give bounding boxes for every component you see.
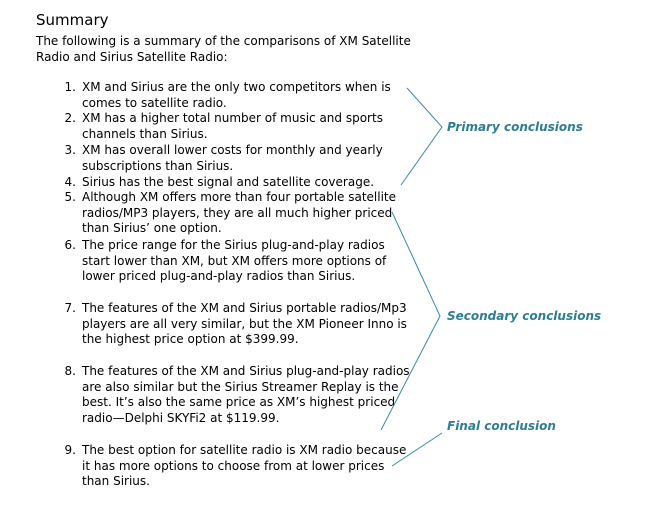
final-bracket bbox=[392, 433, 442, 466]
item-text: The features of the XM and Sirius portable radios/Mp3 players are all very similar, but the XM Pioneer Inno is the highest price option at $399.99. bbox=[82, 301, 407, 347]
secondary-bracket bbox=[381, 212, 440, 430]
item-text: XM has overall lower costs for monthly and yearly subscriptions than Sirius. bbox=[82, 143, 383, 173]
item-number: 7. bbox=[64, 301, 76, 315]
item-number: 4. bbox=[64, 175, 76, 189]
item-text: The best option for satellite radio is XM radio because it has more options to choose from at lower prices than Sirius. bbox=[82, 443, 407, 489]
final-conclusion-label: Final conclusion bbox=[447, 419, 556, 433]
item-text: XM and Sirius are the only two competitors when is comes to satellite radio. bbox=[82, 80, 391, 110]
item-number: 2. bbox=[64, 111, 76, 125]
primary-bracket bbox=[401, 88, 442, 185]
item-number: 1. bbox=[64, 80, 76, 94]
item-text: Sirius has the best signal and satellite coverage. bbox=[82, 175, 375, 189]
item-number: 3. bbox=[64, 143, 76, 157]
item-number: 8. bbox=[64, 364, 76, 378]
item-text: Although XM offers more than four portable satellite radios/MP3 players, they are all much higher priced than Sirius’ one option. bbox=[82, 190, 397, 236]
item-text: XM has a higher total number of music and sports channels than Sirius. bbox=[82, 111, 383, 141]
secondary-conclusions-label: Secondary conclusions bbox=[447, 309, 602, 323]
item-text: The price range for the Sirius plug-and-play radios start lower than XM, but XM offers more options of lower priced plug-and-play radios than Sirius. bbox=[82, 238, 387, 284]
item-number: 6. bbox=[64, 238, 76, 252]
page-title: Summary bbox=[36, 11, 109, 29]
item-number: 5. bbox=[64, 190, 76, 204]
item-number: 9. bbox=[64, 443, 76, 457]
item-text: The features of the XM and Sirius plug-and-play radios are also similar but the Sirius Streamer Replay is the best. It’s also the same price as XM’s highest priced radio—Delphi SKYFi2 at $119.99. bbox=[82, 364, 410, 425]
primary-conclusions-label: Primary conclusions bbox=[447, 120, 583, 134]
intro-paragraph: The following is a summary of the comparisons of XM Satellite Radio and Sirius Satellite Radio: bbox=[36, 34, 411, 64]
